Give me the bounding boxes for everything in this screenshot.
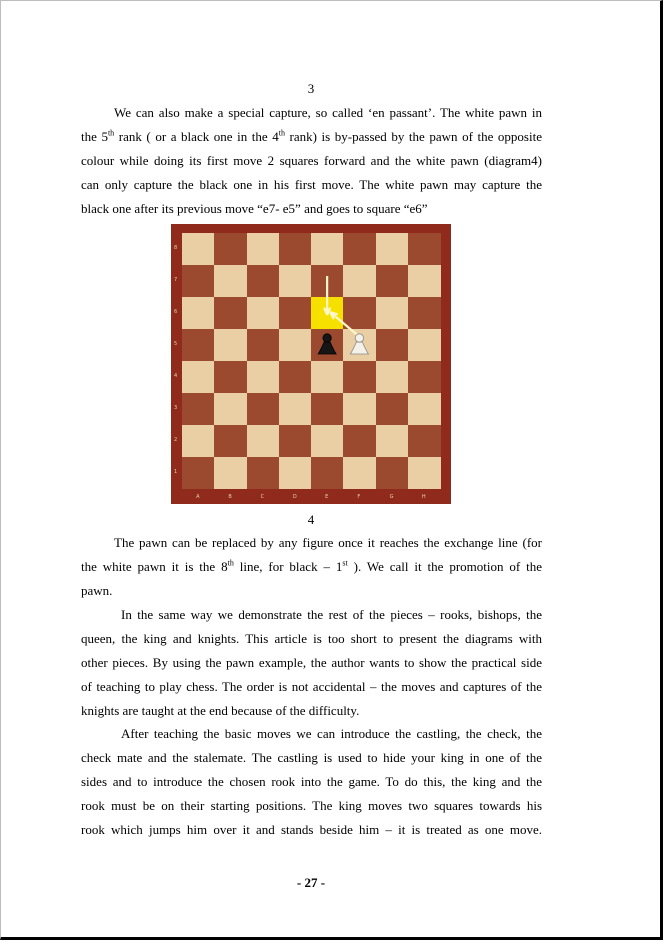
board-overlay [171,224,451,504]
file-label: F [357,494,361,500]
rank-label: 5 [174,341,178,347]
paragraph-line: of teaching to play chess. The order is not accidental – the moves and captures of the [81,679,542,694]
paragraph-line: In the same way we demonstrate the rest of the pieces – rooks, bishops, the [121,607,542,622]
top-page-number: 3 [307,81,315,96]
paragraph-line: the 5th rank ( or a black one in the 4th rank) is by-passed by the pawn of the opposite [81,128,542,144]
white-pawn-icon [350,334,368,354]
paragraph-en-passant [81,101,542,221]
paragraph-line: queen, the king and knights. This article is too short to present the diagrams with [81,631,542,646]
paragraph-line: black one after its previous move “e7- e5” and goes to square “e6” [81,201,428,216]
file-label: A [196,494,200,500]
paragraph-castling [81,722,542,842]
paragraph-line: After teaching the basic moves we can introduce the castling, the check, the [121,726,542,741]
black-pawn-move-arrow [324,276,330,315]
rank-label: 8 [174,245,178,251]
paragraph-promotion [81,531,542,603]
rank-label: 6 [174,309,178,315]
rank-label: 3 [174,405,178,411]
paragraph-line: pawn. [81,583,113,598]
paragraph-line: rook must be on their starting positions. The king moves two squares towards his [81,798,542,813]
file-label: B [228,494,232,500]
paragraph-line: We can also make a special capture, so called ‘en passant’. The white pawn in [114,105,542,120]
black-pawn-icon [318,334,336,354]
file-label: E [325,494,329,500]
file-label: D [292,494,297,500]
footer-page-number: - 27 - [296,875,326,890]
paragraph-line: other pieces. By using the pawn example, the author wants to show the practical side [81,655,542,670]
paragraph-line: sides and to introduce the chosen rook into the game. To do this, the king and the [81,774,542,789]
rank-label: 7 [174,277,178,283]
file-label: C [260,494,265,500]
paragraph-line: rook which jumps him over it and stands beside him – it is treated as one move. [81,822,542,837]
chess-diagram [171,224,451,504]
paragraph-line: knights are taught at the end because of the difficulty. [81,703,360,718]
paragraph-line: colour while doing its first move 2 squares forward and the white pawn (diagram4) [81,153,542,168]
diagram-caption: 4 [307,512,315,527]
paragraph-line: the white pawn it is the 8th line, for black – 1st ). We call it the promotion of the [81,558,542,574]
rank-label: 4 [174,373,178,379]
rank-label: 2 [174,437,178,443]
paragraph-line: check mate and the stalemate. The castling is used to hide your king in one of the [81,750,542,765]
file-label: G [389,494,394,500]
paragraph-line: can only capture the black one in his first move. The white pawn may capture the [81,177,542,192]
file-label: H [421,494,426,500]
rank-label: 1 [174,469,178,475]
paragraph-line: The pawn can be replaced by any figure once it reaches the exchange line (for [114,535,542,550]
en-passant-capture-arrow [330,312,357,335]
paragraph-other-pieces [81,603,542,723]
